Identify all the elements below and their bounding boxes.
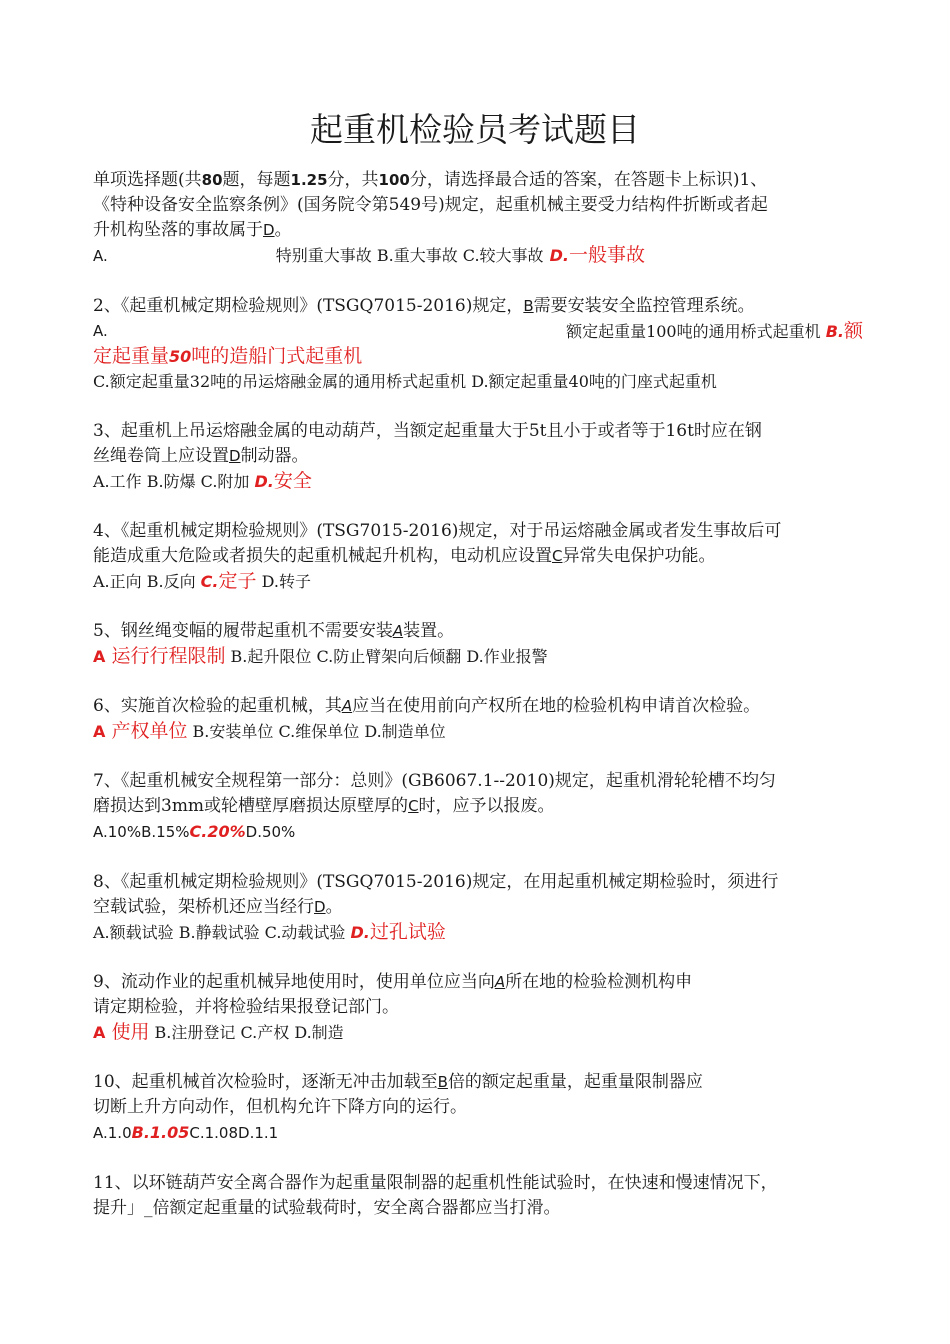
q6-text: 6、实施首次检验的起重机械，其A应当在使用前向产权所在地的检验机构申请首次检验。 [93, 696, 761, 716]
q10-text-line-1: 10、起重机械首次检验时，逐渐无冲击加载至B倍的额定起重量，起重量限制器应 [93, 1072, 703, 1092]
q3-correct-option: D.安全 [254, 470, 312, 492]
intro-line: 单项选择题(共80题，每题1.25分，共100分，请选择最合适的答案，在答题卡上标识)1、 [93, 170, 768, 190]
q8-text-line-2: 空载试验，架桥机还应当经行D。 [93, 897, 343, 917]
q2-options-line-1: A. 额定起重量100吨的通用桥式起重机 B.额 [93, 320, 863, 342]
q2-correct-option: B.额 [825, 320, 863, 342]
q10-text-line-2: 切断上升方向动作，但机构允许下降方向的运行。 [93, 1097, 467, 1117]
q7-options: A.10%B.15%C.20%D.50% [93, 822, 296, 841]
q7-correct-option: C.20% [189, 822, 246, 841]
q8-text-line-1: 8、《起重机械定期检验规则》(TSGQ7015-2016)规定，在用起重机械定期检验时，须进行 [93, 872, 779, 892]
q3-options: A.工作 B.防爆 C.附加 D.安全 [93, 470, 312, 492]
q3-text-line-2: 丝绳卷筒上应设置D制动器。 [93, 446, 309, 466]
q9-text-line-1: 9、流动作业的起重机械异地使用时，使用单位应当向A所在地的检验检测机构申 [93, 972, 693, 992]
q8-answer: D [314, 898, 326, 916]
q10-options: A.1.0B.1.05C.1.08D.1.1 [93, 1123, 279, 1142]
q9-answer: A [494, 973, 506, 991]
q7-answer: C [408, 797, 419, 815]
q11-text-line-2: 提升」_倍额定起重量的试验载荷时，安全离合器都应当打滑。 [93, 1198, 561, 1218]
q4-correct-option: C.定子 [200, 570, 257, 592]
q6-options: A 产权单位 B.安装单位 C.维保单位 D.制造单位 [93, 720, 446, 742]
q4-text-line-1: 4、《起重机械定期检验规则》(TSG7015-2016)规定，对于吊运熔融金属或者发生事故后可 [93, 521, 782, 541]
q1-options: A. 特别重大事故 B.重大事故 C.较大事故 D.一般事故 [93, 244, 645, 266]
q5-options: A 运行行程限制 B.起升限位 C.防止臂架向后倾翻 D.作业报警 [93, 645, 548, 667]
q2-text: 2、《起重机械定期检验规则》(TSGQ7015-2016)规定，B需要安装安全监控管理系统。 [93, 296, 755, 316]
q1-text-line-2: 《特种设备安全监察条例》(国务院令第549号)规定，起重机械主要受力结构件折断或者起 [93, 195, 768, 215]
q7-text-line-1: 7、《起重机械安全规程第一部分：总则》(GB6067.1--2010)规定，起重机滑轮轮槽不均匀 [93, 771, 776, 791]
q1-answer: D [263, 221, 275, 239]
document-title: 起重机检验员考试题目 [310, 110, 640, 149]
q5-answer: A [392, 622, 404, 640]
q7-text-line-2: 磨损达到3mm或轮槽壁厚磨损达原壁厚的C时，应予以报废。 [93, 796, 555, 816]
q8-options: A.额载试验 B.静载试验 C.动载试验 D.过孔试验 [93, 921, 446, 943]
q9-correct-option: A 使用 [93, 1021, 150, 1043]
q3-answer: D [229, 447, 241, 465]
q8-correct-option: D.过孔试验 [350, 921, 446, 943]
document-body [93, 168, 863, 1221]
q10-answer: B [437, 1073, 448, 1091]
q4-text-line-2: 能造成重大危险或者损失的起重机械起升机构，电动机应设置C异常失电保护功能。 [93, 546, 716, 566]
q2-options-line-3: C.额定起重量32吨的吊运熔融金属的通用桥式起重机 D.额定起重量40吨的门座式起重机 [93, 372, 717, 391]
q10-correct-option: B.1.05 [131, 1123, 190, 1142]
q4-answer: C [552, 547, 563, 565]
q1-text-line-3: 升机构坠落的事故属于D。 [93, 220, 292, 240]
q2-correct-option-cont: 定起重量50吨的造船门式起重机 [93, 345, 363, 367]
q5-correct-option: A 运行行程限制 [93, 645, 226, 667]
q11-text-line-1: 11、以环链葫芦安全离合器作为起重量限制器的起重机性能试验时，在快速和慢速情况下， [93, 1173, 778, 1193]
q1-correct-option: D.一般事故 [549, 244, 645, 266]
q5-text: 5、钢丝绳变幅的履带起重机不需要安装A装置。 [93, 621, 455, 641]
q6-answer: A [341, 697, 353, 715]
q4-options: A.正向 B.反向 C.定子 D.转子 [93, 570, 311, 592]
q6-correct-option: A 产权单位 [93, 720, 188, 742]
q9-options: A 使用 B.注册登记 C.产权 D.制造 [93, 1021, 344, 1043]
q9-text-line-2: 请定期检验，并将检验结果报登记部门。 [93, 997, 399, 1017]
q3-text-line-1: 3、起重机上吊运熔融金属的电动葫芦，当额定起重量大于5t且小于或者等于16t时应在钢 [93, 421, 762, 441]
q2-answer: B [523, 297, 534, 315]
